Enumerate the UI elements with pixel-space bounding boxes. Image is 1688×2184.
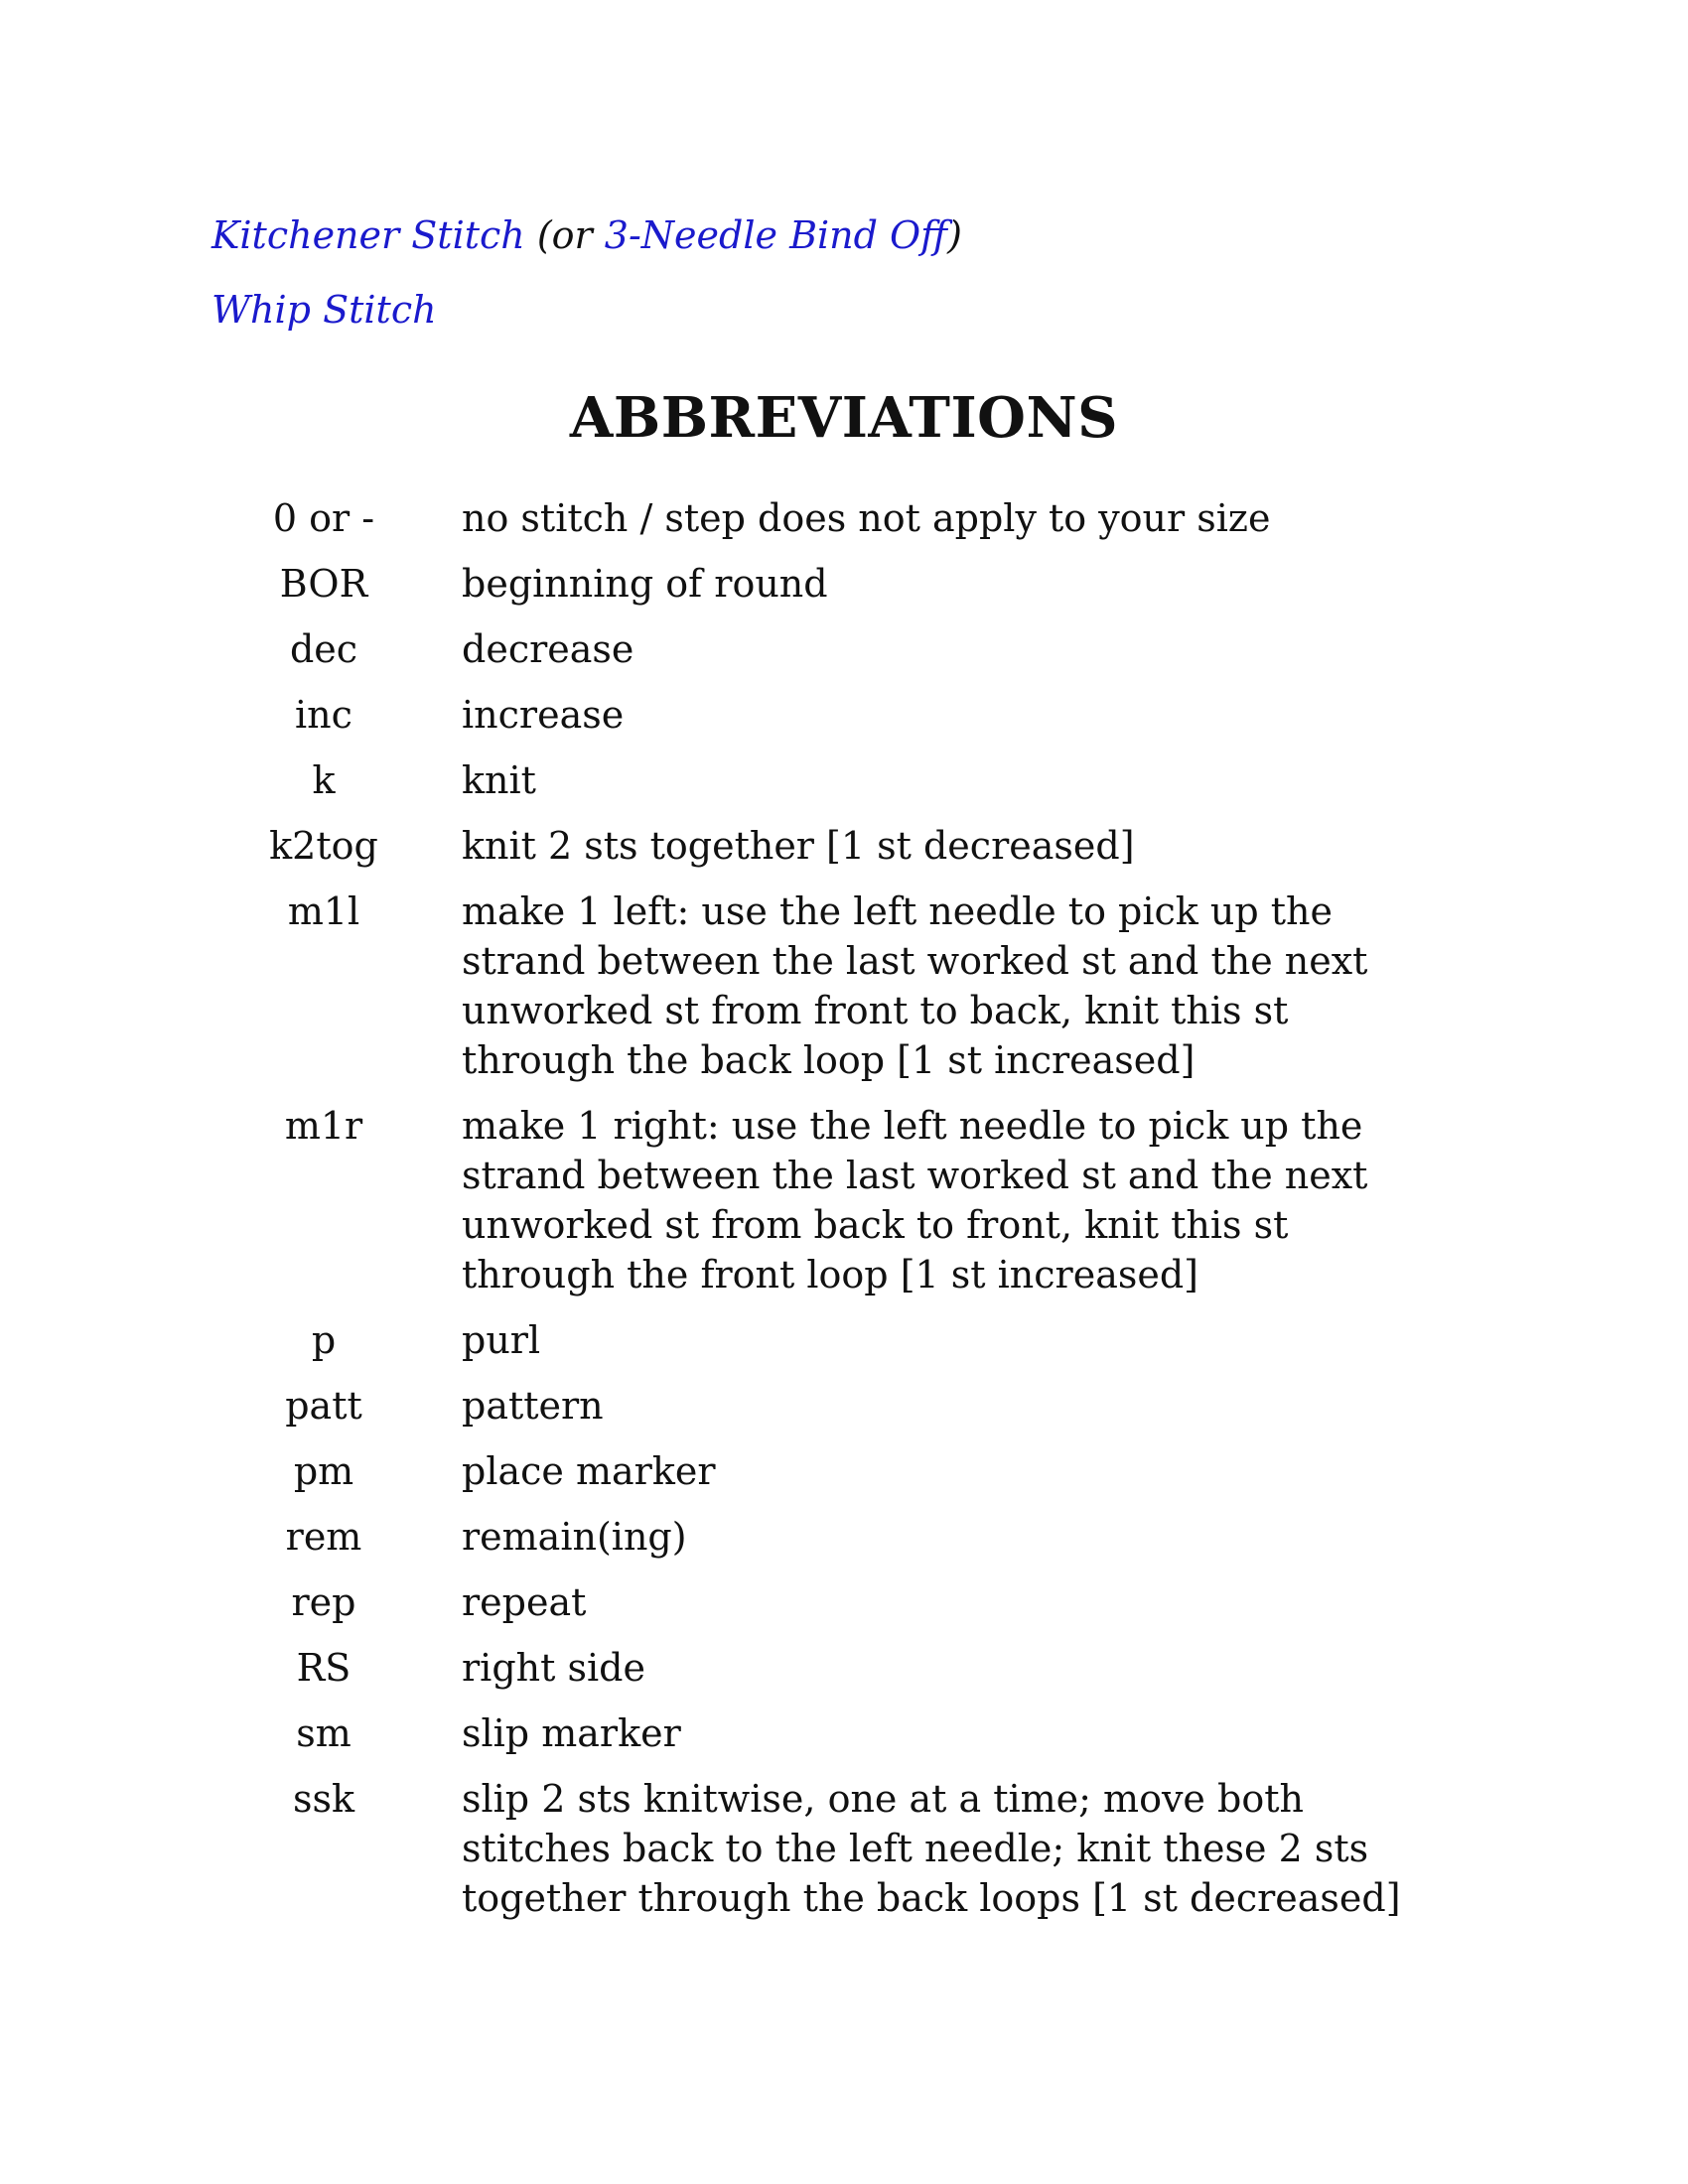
table-row	[238, 1643, 1470, 1708]
whip-stitch-link[interactable]: Whip Stitch	[211, 288, 437, 332]
table-row	[238, 887, 1470, 1101]
abbreviation-cell	[409, 1446, 1470, 1512]
technique-links	[211, 199, 962, 347]
abbreviation-cell	[409, 690, 1470, 755]
page-title: ABBREVIATIONS	[569, 385, 1119, 451]
abbreviation-term: RS	[296, 1646, 352, 1690]
abbreviation-definition: slip marker	[462, 1711, 681, 1755]
abbreviation-definition: purl	[462, 1318, 541, 1362]
abbreviation-term: ssk	[292, 1777, 355, 1821]
whip-line	[211, 273, 962, 347]
abbreviation-term: dec	[289, 627, 358, 671]
abbreviation-cell	[409, 559, 1470, 624]
abbreviation-definition: decrease	[462, 627, 634, 671]
three-needle-bind-off-link[interactable]: 3-Needle Bind Off	[604, 213, 948, 257]
abbreviation-definition: no stitch / step does not apply to your size	[462, 496, 1271, 540]
table-row	[238, 1577, 1470, 1643]
table-row	[238, 1315, 1470, 1381]
abbreviation-cell	[409, 755, 1470, 821]
abbreviation-term: rep	[291, 1580, 356, 1624]
table-row	[238, 1381, 1470, 1446]
abbreviation-cell	[409, 624, 1470, 690]
abbreviation-definition: remain(ing)	[462, 1515, 687, 1559]
or-text-open: (or	[524, 213, 605, 257]
abbreviation-cell	[409, 1315, 1470, 1381]
abbreviation-definition: increase	[462, 693, 625, 737]
abbreviation-cell	[409, 493, 1470, 559]
abbreviation-definition: beginning of round	[462, 562, 828, 606]
abbreviation-term: rem	[285, 1515, 362, 1559]
abbreviation-definition: make 1 left: use the left needle to pick up the strand between the last worked st and the next unworked st from front to back, knit this st through the back loop [1 st increased]	[462, 889, 1368, 1082]
abbreviation-term: 0 or -	[272, 496, 375, 540]
kitchener-line	[211, 199, 962, 273]
abbreviation-term: k2tog	[269, 824, 378, 868]
abbreviation-term: sm	[296, 1711, 352, 1755]
abbreviation-cell	[409, 1101, 1470, 1315]
or-text-close: )	[947, 213, 962, 257]
table-row	[238, 1446, 1470, 1512]
abbreviation-cell	[409, 821, 1470, 887]
kitchener-stitch-link[interactable]: Kitchener Stitch	[211, 213, 525, 257]
abbreviation-term: BOR	[279, 562, 368, 606]
abbreviations-table	[238, 493, 1470, 1939]
abbreviation-term: patt	[285, 1384, 362, 1428]
abbreviation-definition: knit 2 sts together [1 st decreased]	[462, 824, 1135, 868]
abbreviation-term: k	[312, 758, 336, 802]
table-row	[238, 1708, 1470, 1774]
abbreviation-definition: place marker	[462, 1449, 716, 1493]
abbreviation-definition: make 1 right: use the left needle to pick up the strand between the last worked st and the next unworked st from back to front, knit this st through the front loop [1 st increased]	[462, 1104, 1368, 1297]
abbreviation-cell	[409, 1774, 1470, 1939]
table-row	[238, 493, 1470, 559]
abbreviation-term: pm	[293, 1449, 354, 1493]
table-row	[238, 559, 1470, 624]
abbreviation-cell	[409, 1708, 1470, 1774]
table-row	[238, 690, 1470, 755]
abbreviation-cell	[409, 1577, 1470, 1643]
abbreviation-definition: repeat	[462, 1580, 587, 1624]
abbreviation-cell	[409, 1512, 1470, 1577]
abbreviation-definition: knit	[462, 758, 536, 802]
abbreviation-term: p	[311, 1318, 337, 1362]
abbreviation-cell	[409, 1643, 1470, 1708]
abbreviation-cell	[409, 887, 1470, 1101]
table-row	[238, 1774, 1470, 1939]
abbreviation-definition: pattern	[462, 1384, 604, 1428]
table-row	[238, 1101, 1470, 1315]
abbreviation-definition: right side	[462, 1646, 645, 1690]
table-row	[238, 624, 1470, 690]
abbreviation-term: m1r	[284, 1104, 363, 1148]
abbreviation-definition: slip 2 sts knitwise, one at a time; move both stitches back to the left needle; knit these 2 sts together through the back loops [1 st decreased]	[462, 1777, 1401, 1920]
table-row	[238, 821, 1470, 887]
abbreviation-term: inc	[295, 693, 352, 737]
abbreviation-cell	[409, 1381, 1470, 1446]
abbreviation-term: m1l	[287, 889, 360, 933]
table-row	[238, 1512, 1470, 1577]
table-row	[238, 755, 1470, 821]
